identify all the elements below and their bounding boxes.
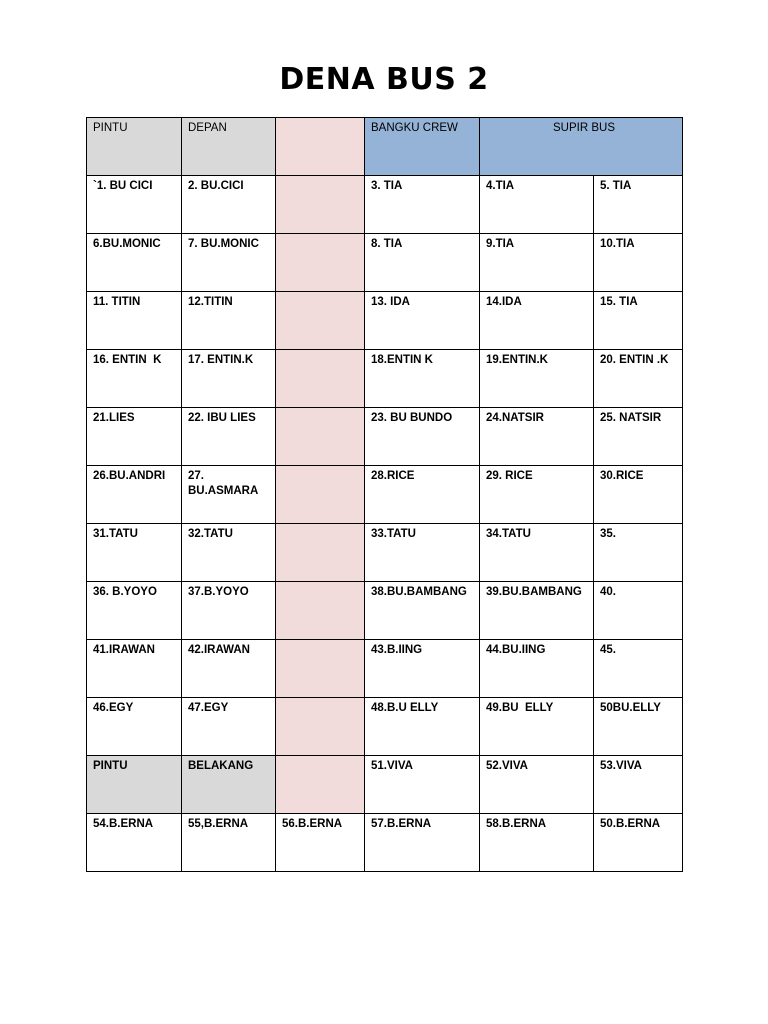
seat-cell: 23. BU BUNDO	[365, 408, 480, 466]
seat-cell: 31.TATU	[87, 524, 182, 582]
seat-cell: 18.ENTIN K	[365, 350, 480, 408]
seat-cell: 35.	[594, 524, 683, 582]
seat-table	[86, 117, 683, 872]
seat-cell: 8. TIA	[365, 234, 480, 292]
seat-cell: 56.B.ERNA	[276, 814, 365, 872]
seat-cell: 37.B.YOYO	[182, 582, 276, 640]
table-row	[87, 466, 683, 524]
seat-cell: 10.TIA	[594, 234, 683, 292]
seat-cell: 21.LIES	[87, 408, 182, 466]
table-row	[87, 292, 683, 350]
header-bangku-crew: BANGKU CREW	[365, 118, 480, 176]
seat-cell	[276, 176, 365, 234]
table-row	[87, 350, 683, 408]
table-row	[87, 814, 683, 872]
seat-cell: 55,B.ERNA	[182, 814, 276, 872]
table-row	[87, 176, 683, 234]
seat-cell: 3. TIA	[365, 176, 480, 234]
seat-cell: 5. TIA	[594, 176, 683, 234]
table-row	[87, 234, 683, 292]
seat-cell	[276, 408, 365, 466]
header-aisle	[276, 118, 365, 176]
seat-cell: 12.TITIN	[182, 292, 276, 350]
seat-cell	[276, 756, 365, 814]
seat-cell: 34.TATU	[480, 524, 594, 582]
seat-cell	[276, 350, 365, 408]
page-title: DENA BUS 2	[279, 62, 489, 97]
seat-cell: 30.RICE	[594, 466, 683, 524]
seat-cell: 43.B.IING	[365, 640, 480, 698]
seat-cell	[276, 234, 365, 292]
seat-cell: 16. ENTIN K	[87, 350, 182, 408]
seat-cell: 11. TITIN	[87, 292, 182, 350]
seat-cell: PINTU	[87, 756, 182, 814]
seat-cell: 41.IRAWAN	[87, 640, 182, 698]
header-row	[87, 118, 683, 176]
table-row	[87, 640, 683, 698]
seat-cell: 32.TATU	[182, 524, 276, 582]
seat-cell: 26.BU.ANDRI	[87, 466, 182, 524]
seat-cell: 13. IDA	[365, 292, 480, 350]
header-pintu: PINTU	[87, 118, 182, 176]
header-depan: DEPAN	[182, 118, 276, 176]
seat-cell	[276, 582, 365, 640]
seat-cell: 7. BU.MONIC	[182, 234, 276, 292]
seat-cell: 42.IRAWAN	[182, 640, 276, 698]
seat-cell: 40.	[594, 582, 683, 640]
seat-cell: `1. BU CICI	[87, 176, 182, 234]
seat-cell	[276, 640, 365, 698]
seat-cell	[276, 292, 365, 350]
seat-cell: BELAKANG	[182, 756, 276, 814]
seat-cell: 38.BU.BAMBANG	[365, 582, 480, 640]
seat-cell: 39.BU.BAMBANG	[480, 582, 594, 640]
seat-cell: 19.ENTIN.K	[480, 350, 594, 408]
seat-cell: 33.TATU	[365, 524, 480, 582]
seat-cell: 57.B.ERNA	[365, 814, 480, 872]
seat-cell: 29. RICE	[480, 466, 594, 524]
seat-cell: 52.VIVA	[480, 756, 594, 814]
seat-cell	[276, 698, 365, 756]
seat-cell: 9.TIA	[480, 234, 594, 292]
seat-cell: 48.B.U ELLY	[365, 698, 480, 756]
table-row	[87, 698, 683, 756]
seat-cell: 27. BU.ASMARA	[182, 466, 276, 524]
table-row	[87, 524, 683, 582]
seat-cell: 2. BU.CICI	[182, 176, 276, 234]
seat-cell: 14.IDA	[480, 292, 594, 350]
seat-cell: 53.VIVA	[594, 756, 683, 814]
seat-cell: 49.BU ELLY	[480, 698, 594, 756]
table-row	[87, 408, 683, 466]
seat-cell: 50.B.ERNA	[594, 814, 683, 872]
seat-cell: 20. ENTIN .K	[594, 350, 683, 408]
seat-cell: 47.EGY	[182, 698, 276, 756]
seat-cell: 25. NATSIR	[594, 408, 683, 466]
table-row	[87, 756, 683, 814]
seat-cell: 45.	[594, 640, 683, 698]
seat-cell: 17. ENTIN.K	[182, 350, 276, 408]
table-row	[87, 582, 683, 640]
seat-cell: 6.BU.MONIC	[87, 234, 182, 292]
seat-cell: 46.EGY	[87, 698, 182, 756]
seat-cell: 58.B.ERNA	[480, 814, 594, 872]
header-supir-bus: SUPIR BUS	[480, 118, 683, 176]
seat-cell	[276, 466, 365, 524]
seat-cell: 50BU.ELLY	[594, 698, 683, 756]
seat-cell	[276, 524, 365, 582]
seat-cell: 24.NATSIR	[480, 408, 594, 466]
seat-cell: 51.VIVA	[365, 756, 480, 814]
seat-cell: 36. B.YOYO	[87, 582, 182, 640]
seat-cell: 54.B.ERNA	[87, 814, 182, 872]
seat-cell: 28.RICE	[365, 466, 480, 524]
seat-cell: 22. IBU LIES	[182, 408, 276, 466]
seat-cell: 4.TIA	[480, 176, 594, 234]
seat-cell: 44.BU.IING	[480, 640, 594, 698]
seat-cell: 15. TIA	[594, 292, 683, 350]
